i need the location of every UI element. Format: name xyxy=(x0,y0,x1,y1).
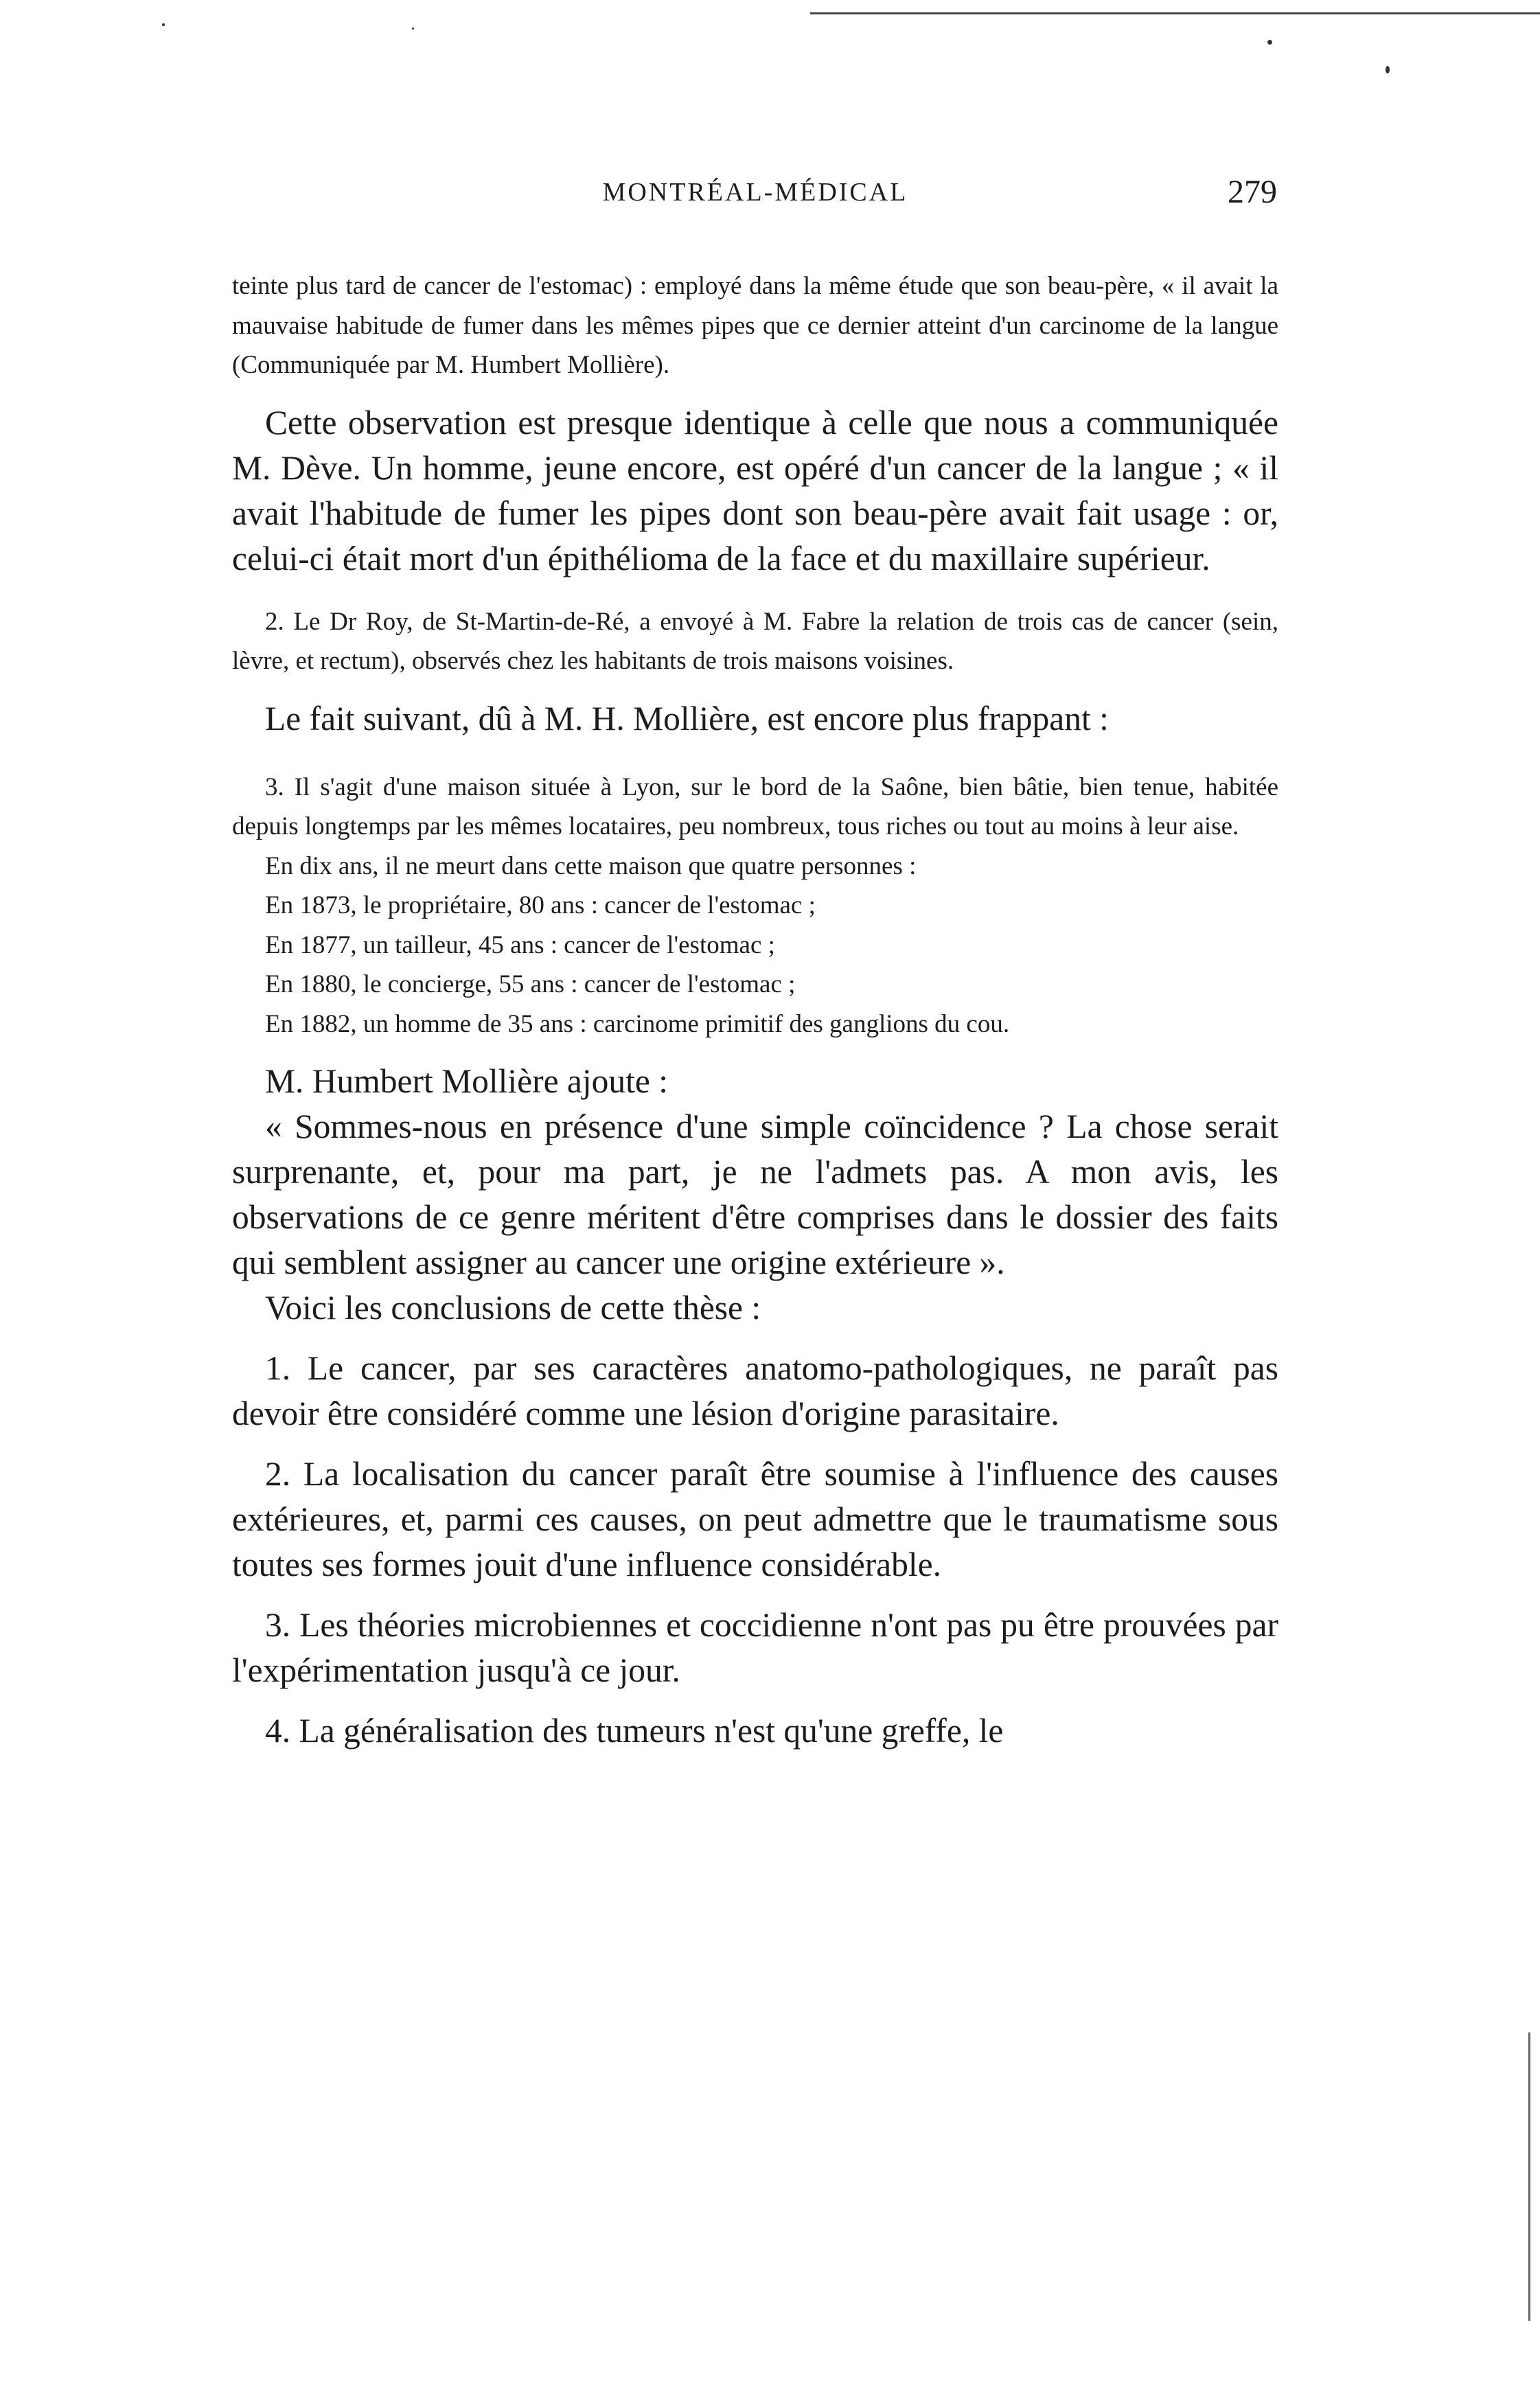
list-item: En 1873, le propriétaire, 80 ans : cancer de l'estomac ; xyxy=(265,891,816,919)
scan-speck xyxy=(162,23,165,26)
paragraph: M. Humbert Mollière ajoute : xyxy=(265,1062,668,1100)
scan-speck xyxy=(1386,66,1390,73)
quotation: « Sommes-nous en présence d'une simple coïncidence ? La chose serait surprenante, et, pour ma part, je ne l'admets pas. A mon avis, les observations de ce genre méritent d'être comprises dans le dossier des faits qui semblent assigner au cancer une origine extérieure ». xyxy=(232,1108,1278,1281)
page-header xyxy=(233,174,1277,218)
list-item: En 1882, un homme de 35 ans : carcinome primitif des ganglions du cou. xyxy=(265,1009,1010,1038)
conclusion-item: 3. Les théories microbiennes et coccidienne n'ont pas pu être prouvées par l'expérimentation jusqu'à ce jour. xyxy=(232,1606,1278,1689)
scan-edge-rule xyxy=(1528,2032,1530,2321)
paragraph: Cette observation est presque identique à celle que nous a communiquée M. Dève. Un homme, jeune encore, est opéré d'un cancer de la langue ; « il avait l'habitude de fumer les pipes dont son beau-père avait fait usage : or, celui-ci était mort d'un épithélioma de la face et du maxillaire supérieur. xyxy=(232,403,1278,577)
scan-top-rule xyxy=(810,12,1540,14)
page-number: 279 xyxy=(1228,174,1277,210)
paragraph: 3. Il s'agit d'une maison située à Lyon, sur le bord de la Saône, bien bâtie, bien tenue, habitée depuis longtemps par les mêmes locataires, peu nombreux, tous riches ou tout au moins à leur aise. xyxy=(232,772,1278,840)
scan-speck xyxy=(412,27,414,30)
conclusion-item: 2. La localisation du cancer paraît être soumise à l'influence des causes extérieures, et, parmi ces causes, on peut admettre que le traumatisme sous toutes ses formes jouit d'une influence considérable. xyxy=(232,1455,1278,1583)
page-body xyxy=(232,266,1278,1754)
conclusion-item: 4. La généralisation des tumeurs n'est qu'une greffe, le xyxy=(265,1712,1004,1750)
paragraph: 2. Le Dr Roy, de St-Martin-de-Ré, a envoyé à M. Fabre la relation de trois cas de cancer (sein, lèvre, et rectum), observés chez les habitants de trois maisons voisines. xyxy=(232,607,1278,675)
paragraph: En dix ans, il ne meurt dans cette maison que quatre personnes : xyxy=(265,851,917,880)
paragraph: teinte plus tard de cancer de l'estomac) : employé dans la même étude que son beau-père, « il avait la mauvaise habitude de fumer dans les mêmes pipes que ce dernier atteint d'un carcinome de la langue (Communiquée par M. Humbert Mollière). xyxy=(232,272,1278,379)
running-head: MONTRÉAL-MÉDICAL xyxy=(602,178,908,207)
list-item: En 1880, le concierge, 55 ans : cancer de l'estomac ; xyxy=(265,970,796,998)
list-item: En 1877, un tailleur, 45 ans : cancer de l'estomac ; xyxy=(265,930,775,959)
scan-speck xyxy=(1267,40,1272,45)
paragraph: Le fait suivant, dû à M. H. Mollière, est encore plus frappant : xyxy=(265,699,1109,737)
conclusion-item: 1. Le cancer, par ses caractères anatomo-pathologiques, ne paraît pas devoir être considéré comme une lésion d'origine parasitaire. xyxy=(232,1349,1278,1432)
paragraph: Voici les conclusions de cette thèse : xyxy=(265,1289,761,1327)
